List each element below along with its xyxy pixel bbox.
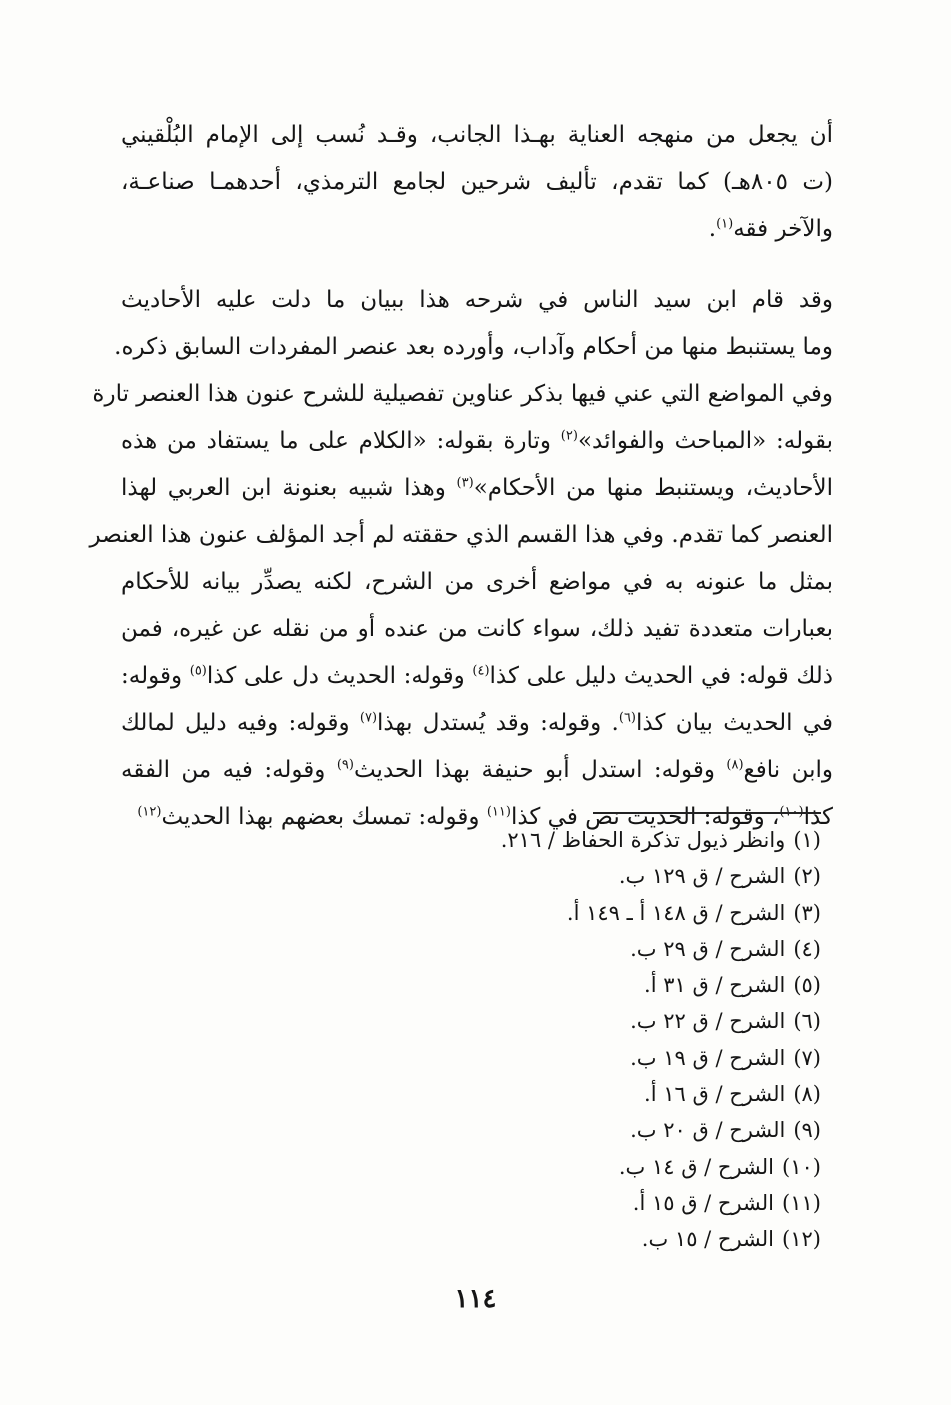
footnote-number: (١) [793, 828, 821, 852]
footnote-text: وانظر ذيول تذكرة الحفاظ / ٢١٦. [500, 828, 786, 852]
footnote-item [221, 895, 821, 931]
footnote-text: الشرح / ق ٢٩ ب. [630, 936, 786, 961]
footnote-reference: (٨) [726, 757, 744, 773]
footnote-text: الشرح / ق ٢٢ ب. [630, 1009, 786, 1034]
footnote-reference: (٧) [359, 710, 378, 726]
text-line: وفي المواضع التي عني فيها بذكر عناوين تفصيلية للشرح عنون هذا العنصر تارة [92, 381, 833, 407]
footnote-item [221, 1149, 821, 1185]
text-segment: وقوله: استدل أبو حنيفة بهذا الحديث [353, 757, 727, 783]
text-line: وقد قام ابن سيد الناس في شرحه هذا ببيان ما دلت عليه الأحاديث [121, 287, 833, 313]
paragraph [89, 277, 834, 841]
text-segment: وابن نافع [743, 757, 833, 783]
text-segment: وقوله: [121, 663, 190, 689]
footnote-text: الشرح / ١٥ ب. [641, 1227, 775, 1252]
footnote-reference: (٣) [456, 475, 474, 491]
footnote-number: (٣) [793, 900, 821, 925]
footnote-number: (١٠) [782, 1154, 821, 1179]
text-segment: وهذا شبيه بعنونة ابن العربي لهذا [121, 475, 457, 501]
footnote-reference: (٦) [618, 710, 636, 726]
footnote-item [221, 1185, 821, 1221]
footnote-item [221, 1076, 821, 1112]
text-line [121, 747, 833, 794]
text-segment: الأحاديث، ويستنبط منها من الأحكام» [473, 475, 833, 501]
text-segment: وقوله: وفيه دليل لمالك [121, 710, 360, 736]
footnote-reference: (١٢) [137, 804, 162, 820]
text-line: العنصر كما تقدم. وفي هذا القسم الذي حققته لم أجد المؤلف عنون هذا العنصر [89, 522, 833, 548]
text-segment: ، وقوله: الحديث نص في كذا [510, 804, 780, 830]
footnote-item [221, 858, 821, 894]
footnote-number: (٧) [793, 1045, 821, 1070]
text-segment: في الحديث بيان كذا [636, 710, 833, 736]
footnote-separator [593, 812, 821, 814]
footnote-text: الشرح / ق ١٢٩ ب. [618, 864, 786, 889]
text-segment: وتارة بقوله: «الكلام على ما يستفاد من هذه [121, 428, 561, 454]
text-segment: كذا [803, 804, 833, 830]
footnote-item [221, 967, 821, 1003]
footnotes-list [221, 822, 821, 1258]
footnote-reference: (١٠) [779, 804, 804, 820]
text-segment: . [708, 216, 717, 242]
footnote-text: الشرح / ق ١٦ أ. [644, 1082, 786, 1107]
footnote-reference: (٥) [189, 663, 207, 679]
text-segment: وقوله: الحديث دل على كذا [206, 663, 473, 689]
text-line [121, 418, 833, 465]
footnote-number: (٢) [793, 864, 821, 889]
footnote-reference: (١) [716, 216, 734, 232]
footnote-item [221, 1112, 821, 1148]
text-line [121, 206, 833, 253]
footnote-reference: (٤) [472, 663, 490, 679]
text-segment: وقوله: فيه من الفقه [121, 757, 337, 783]
footnote-number: (١٢) [782, 1227, 821, 1252]
footnote-reference: (٢) [560, 428, 578, 444]
footnote-reference: (٩) [336, 757, 354, 773]
text-line [121, 700, 833, 747]
text-segment: بقوله: «المباحث والفوائد» [577, 428, 833, 454]
footnote-item [221, 1221, 821, 1257]
footnote-item [221, 822, 821, 858]
text-line [121, 653, 833, 700]
text-line: بعبارات متعددة تفيد ذلك، سواء كانت من عنده أو من نقله عن غيره، فمن [121, 616, 833, 642]
footnote-number: (٦) [793, 1009, 821, 1034]
text-line: (ت ٨٠٥هـ) كما تقدم، تأليف شرحين لجامع الترمذي، أحدهمـا صناعـة، [121, 169, 834, 195]
footnote-item [221, 1003, 821, 1039]
footnote-text: الشرح / ق ١٤ ب. [618, 1154, 775, 1179]
footnote-number: (٥) [793, 973, 821, 998]
footnote-text: الشرح / ق ٣١ أ. [644, 973, 786, 998]
footnote-text: الشرح / ق ١٩ ب. [630, 1045, 786, 1070]
footnote-text: الشرح / ق ٢٠ ب. [630, 1118, 786, 1143]
footnote-number: (٩) [793, 1118, 821, 1143]
footnote-number: (١١) [782, 1190, 821, 1215]
footnote-item [221, 1040, 821, 1076]
footnote-number: (٨) [793, 1082, 821, 1107]
text-line: وما يستنبط منها من أحكام وآداب، وأورده بعد عنصر المفردات السابق ذكره. [114, 334, 833, 360]
text-segment: ذلك قوله: في الحديث دليل على كذا [489, 663, 834, 689]
text-segment: . وقوله: وقد يُستدل بهذا [377, 710, 619, 736]
page-number: ١١٤ [454, 1284, 497, 1314]
text-segment: والآخر فقه [733, 216, 833, 242]
footnote-number: (٤) [793, 936, 821, 961]
text-line: أن يجعل من منهجه العناية بهـذا الجانب، وقـد نُسب إلى الإمام البُلْقيني [121, 122, 833, 148]
text-line: بمثل ما عنونه به في مواضع أخرى من الشرح، لكنه يصدِّر بيانه للأحكام [121, 569, 833, 595]
footnote-reference: (١١) [486, 804, 511, 820]
text-segment: وقوله: تمسك بعضهم بهذا الحديث [161, 804, 487, 830]
footnote-text: الشرح / ق ١٤٨ أ ـ ١٤٩ أ. [566, 900, 786, 925]
footnote-item [221, 931, 821, 967]
main-text [89, 112, 834, 841]
footnote-text: الشرح / ق ١٥ أ. [632, 1190, 775, 1215]
paragraph [121, 112, 833, 253]
text-line [121, 465, 833, 512]
